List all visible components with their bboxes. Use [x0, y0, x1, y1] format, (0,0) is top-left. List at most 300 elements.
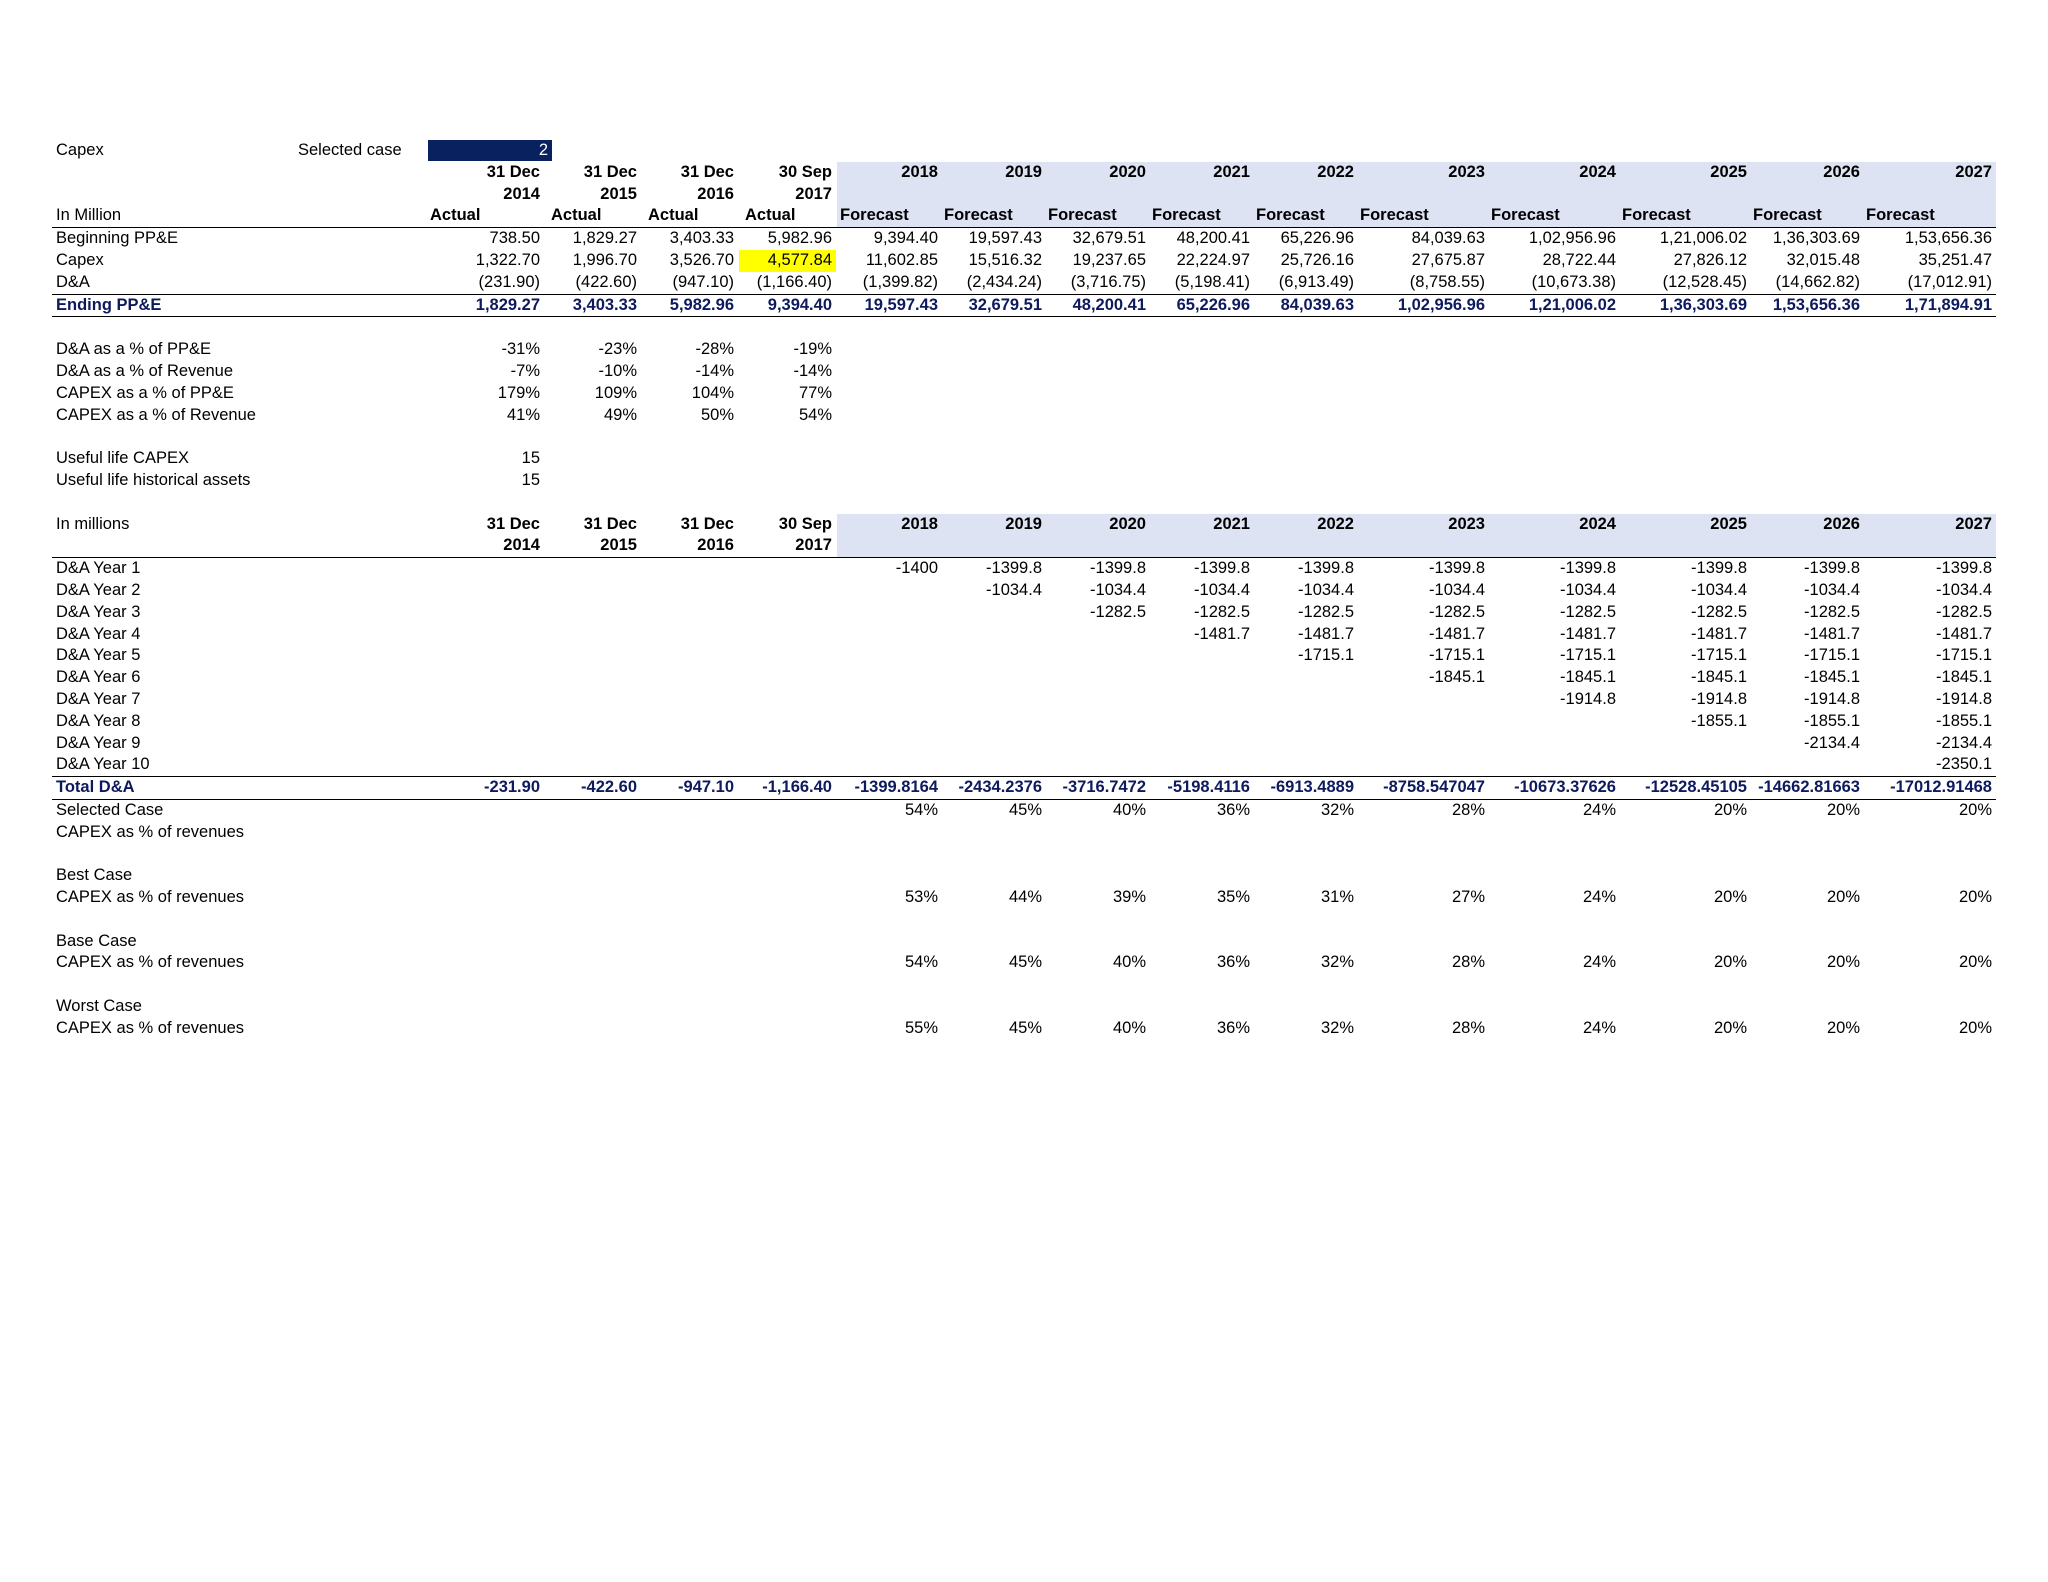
cell-value: -1282.5 — [1560, 602, 1616, 621]
column-header-date: 2025 — [1710, 162, 1747, 181]
cell-value: 1,02,956.96 — [1397, 295, 1485, 314]
row-label: D&A — [56, 272, 90, 291]
cell-value: 1,21,006.02 — [1528, 295, 1616, 314]
column-header-date: 30 Sep — [778, 162, 832, 181]
cell-value: 9,394.40 — [767, 295, 832, 314]
case-name-row — [52, 865, 1996, 887]
case-name-row — [52, 996, 1996, 1018]
cell-value: -14662.81663 — [1758, 778, 1860, 797]
column-type-label: Forecast — [1048, 206, 1117, 225]
case-name: Worst Case — [56, 997, 142, 1016]
cell-value: -17012.91468 — [1890, 778, 1992, 797]
cell-value: -1034.4 — [1936, 580, 1992, 599]
case-value: 53% — [904, 888, 938, 907]
cell-value: 11,602.85 — [865, 250, 938, 269]
cell-value: 1,322.70 — [475, 250, 540, 269]
column-type-label: Forecast — [1866, 206, 1935, 225]
useful-life-row — [52, 448, 1996, 470]
cell-value: 19,237.65 — [1072, 250, 1146, 269]
cell-value: -1282.5 — [1194, 602, 1250, 621]
cell-value: 84,039.63 — [1411, 229, 1485, 248]
cell-value: -1855.1 — [1936, 711, 1992, 730]
column-header-date: 31 Dec — [583, 162, 637, 181]
cell-value: 65,226.96 — [1176, 295, 1250, 314]
case-value: 40% — [1112, 953, 1146, 972]
cell-value: -947.10 — [678, 778, 734, 797]
cell-value: -14% — [793, 361, 832, 380]
column-type-row — [52, 205, 1996, 228]
cell-value: 48,200.41 — [1176, 229, 1250, 248]
cell-value: 3,526.70 — [669, 250, 734, 269]
cell-value: -1282.5 — [1936, 602, 1992, 621]
cell-value: 3,403.33 — [572, 295, 637, 314]
cell-value: -1034.4 — [1429, 580, 1485, 599]
cell-value: -3716.7472 — [1062, 778, 1146, 797]
cell-value: 22,224.97 — [1176, 250, 1250, 269]
cell-value: -1034.4 — [1194, 580, 1250, 599]
spacer-row — [52, 909, 1996, 931]
cell-value: 28,722.44 — [1542, 250, 1616, 269]
cell-value: -1845.1 — [1936, 668, 1992, 687]
cell-value: 32,679.51 — [968, 295, 1042, 314]
row-label: CAPEX as a % of PP&E — [56, 383, 234, 402]
column-type-label: Actual — [648, 206, 699, 225]
cell-value: -1715.1 — [1936, 646, 1992, 665]
case-value: 20% — [1958, 888, 1992, 907]
column-header-date: 31 Dec — [486, 162, 540, 181]
da-year-row — [52, 689, 1996, 711]
cell-value: 41% — [506, 405, 540, 424]
case-value: 24% — [1582, 1018, 1616, 1037]
row-label: D&A Year 7 — [56, 689, 141, 708]
da-year-row — [52, 711, 1996, 733]
column-type-label: Actual — [551, 206, 602, 225]
da-year-row — [52, 602, 1996, 624]
case-value: 31% — [1320, 888, 1354, 907]
row-label: CAPEX as a % of Revenue — [56, 405, 256, 424]
case-value: 24% — [1582, 953, 1616, 972]
row-label: D&A Year 2 — [56, 580, 141, 599]
column-type-label: Forecast — [1622, 206, 1691, 225]
column-type-label: Actual — [745, 206, 796, 225]
cell-value: 32,679.51 — [1072, 229, 1146, 248]
column-header-date: 30 Sep — [778, 514, 832, 533]
column-header-year: 2017 — [795, 536, 832, 555]
row-label: D&A Year 3 — [56, 602, 141, 621]
case-value: 40% — [1112, 800, 1146, 819]
column-header-date: 2021 — [1213, 162, 1250, 181]
column-header-date: 2022 — [1317, 162, 1354, 181]
case-value: 32% — [1320, 953, 1354, 972]
cell-value: -1845.1 — [1804, 668, 1860, 687]
cell-value: 77% — [798, 383, 832, 402]
cell-value: 25,726.16 — [1280, 250, 1354, 269]
cell-value: (8,758.55) — [1409, 272, 1485, 291]
column-type-label: Forecast — [1256, 206, 1325, 225]
cell-value: -1034.4 — [1804, 580, 1860, 599]
cell-value: 15,516.32 — [968, 250, 1042, 269]
cell-value: 1,53,656.36 — [1904, 229, 1992, 248]
column-header-date: 2027 — [1955, 514, 1992, 533]
case-value: 36% — [1216, 953, 1250, 972]
cell-value: -23% — [598, 340, 637, 359]
cell-value: -1282.5 — [1090, 602, 1146, 621]
column-type-label: Forecast — [1360, 206, 1429, 225]
spacer-row — [52, 974, 1996, 996]
cell-value: -1399.8 — [1298, 559, 1354, 578]
cell-value: -1399.8 — [1804, 559, 1860, 578]
column-header-date: 31 Dec — [583, 514, 637, 533]
cell-value: 1,36,303.69 — [1659, 295, 1747, 314]
da-year-row — [52, 754, 1996, 776]
cell-value: (2,434.24) — [966, 272, 1042, 291]
column-header-year: 2014 — [503, 536, 540, 555]
column-type-label: Actual — [430, 206, 481, 225]
case-value: 20% — [1713, 888, 1747, 907]
row-label: Total D&A — [56, 778, 135, 797]
spacer-row — [52, 317, 1996, 339]
case-name-row — [52, 800, 1996, 822]
case-name: Selected Case — [56, 800, 164, 819]
column-header-date: 2020 — [1109, 514, 1146, 533]
cell-value: -1914.8 — [1691, 689, 1747, 708]
row-label: Ending PP&E — [56, 295, 162, 314]
cell-value: -1399.8 — [1560, 559, 1616, 578]
cell-value: -1399.8 — [986, 559, 1042, 578]
case-subtitle: CAPEX as % of revenues — [56, 822, 245, 841]
cell-value: -19% — [793, 340, 832, 359]
column-header-row-2 — [52, 535, 1996, 558]
cell-value: -1914.8 — [1936, 689, 1992, 708]
cell-value: -1481.7 — [1560, 624, 1616, 643]
column-header-date: 31 Dec — [680, 162, 734, 181]
cell-value: -14% — [695, 361, 734, 380]
cell-value: 104% — [691, 383, 734, 402]
cell-value: 1,996.70 — [572, 250, 637, 269]
case-value: 20% — [1826, 888, 1860, 907]
row-label: D&A as a % of Revenue — [56, 361, 234, 380]
cell-value: -10% — [598, 361, 637, 380]
cell-value: 9,394.40 — [873, 229, 938, 248]
forecast-header-fill — [837, 184, 1996, 206]
column-type-label: Forecast — [840, 206, 909, 225]
cell-value: -31% — [501, 340, 540, 359]
case-value: 24% — [1582, 888, 1616, 907]
cell-value: -1034.4 — [1298, 580, 1354, 599]
column-header-date: 2019 — [1005, 514, 1042, 533]
column-header-date: 2024 — [1579, 514, 1616, 533]
cell-value: -2434.2376 — [958, 778, 1042, 797]
case-value: 35% — [1216, 888, 1250, 907]
selected-case-label: Selected case — [298, 141, 402, 159]
cell-value: -1282.5 — [1298, 602, 1354, 621]
cell-value: -1715.1 — [1560, 646, 1616, 665]
column-header-year: 2015 — [600, 536, 637, 555]
cell-value: -1715.1 — [1804, 646, 1860, 665]
cell-value: 50% — [700, 405, 734, 424]
cell-value: -1481.7 — [1691, 624, 1747, 643]
unit-label: In Million — [56, 206, 122, 225]
cell-value: 5,982.96 — [767, 229, 832, 248]
cell-value: 1,829.27 — [475, 295, 540, 314]
cell-value: 32,015.48 — [1786, 250, 1860, 269]
da-year-row — [52, 580, 1996, 602]
case-value: 28% — [1451, 953, 1485, 972]
cell-value: (947.10) — [672, 272, 734, 291]
da-year-row — [52, 645, 1996, 667]
cell-value: -1855.1 — [1804, 711, 1860, 730]
cell-value: -1914.8 — [1804, 689, 1860, 708]
cell-value: -1481.7 — [1429, 624, 1485, 643]
case-name-row — [52, 931, 1996, 953]
cell-value: 15 — [521, 449, 540, 468]
cell-value: -1845.1 — [1560, 668, 1616, 687]
cell-value: -1715.1 — [1691, 646, 1747, 665]
cell-value: -1914.8 — [1560, 689, 1616, 708]
cell-value: -1399.8 — [1090, 559, 1146, 578]
spreadsheet — [52, 140, 1996, 1040]
row-label: D&A Year 10 — [56, 755, 150, 774]
case-value: 54% — [904, 800, 938, 819]
cell-value: 1,36,303.69 — [1772, 229, 1860, 248]
case-subtitle: CAPEX as % of revenues — [56, 953, 245, 972]
column-type-label: Forecast — [1753, 206, 1822, 225]
column-header-row-1 — [52, 514, 1996, 536]
case-value: 20% — [1958, 953, 1992, 972]
cell-value: -1034.4 — [986, 580, 1042, 599]
cell-value: 109% — [594, 383, 637, 402]
cell-value: -28% — [695, 340, 734, 359]
case-sub-row — [52, 952, 1996, 974]
case-value: 20% — [1713, 800, 1747, 819]
case-value: 24% — [1582, 800, 1616, 819]
column-header-date: 31 Dec — [486, 514, 540, 533]
column-header-date: 2025 — [1710, 514, 1747, 533]
cell-value: 15 — [521, 470, 540, 489]
row-label: D&A Year 8 — [56, 711, 141, 730]
cell-value: (231.90) — [478, 272, 540, 291]
column-type-label: Forecast — [944, 206, 1013, 225]
cell-value: -422.60 — [581, 778, 637, 797]
da-year-row — [52, 624, 1996, 646]
cell-value: -1034.4 — [1560, 580, 1616, 599]
row-label: Capex — [56, 250, 104, 269]
row-label: Useful life historical assets — [56, 470, 251, 489]
ratio-row — [52, 383, 1996, 405]
cell-value: -2350.1 — [1936, 755, 1992, 774]
unit-label: In millions — [56, 514, 130, 533]
case-value: 45% — [1008, 953, 1042, 972]
da-year-row — [52, 558, 1996, 580]
column-header-date: 2020 — [1109, 162, 1146, 181]
cell-value: -2134.4 — [1804, 733, 1860, 752]
cell-value: (12,528.45) — [1662, 272, 1747, 291]
ppe-row — [52, 250, 1996, 272]
case-value: 20% — [1826, 1018, 1860, 1037]
case-value: 44% — [1008, 888, 1042, 907]
cell-value: 35,251.47 — [1918, 250, 1992, 269]
cell-value: 49% — [603, 405, 637, 424]
case-value: 36% — [1216, 800, 1250, 819]
cell-value: (422.60) — [575, 272, 637, 291]
highlighted-capex-cell: 4,577.84 — [739, 250, 836, 272]
cell-value: 3,403.33 — [669, 229, 734, 248]
column-type-label: Forecast — [1491, 206, 1560, 225]
case-value: 27% — [1451, 888, 1485, 907]
cell-value: (1,399.82) — [862, 272, 938, 291]
case-value: 20% — [1713, 1018, 1747, 1037]
cell-value: -1399.8 — [1194, 559, 1250, 578]
cell-value: 48,200.41 — [1072, 295, 1146, 314]
cell-value: -1399.8 — [1691, 559, 1747, 578]
case-name: Best Case — [56, 866, 133, 885]
cell-value: -7% — [510, 361, 540, 380]
useful-life-row — [52, 470, 1996, 492]
case-sub-row — [52, 1018, 1996, 1040]
ppe-row — [52, 228, 1996, 250]
cell-value: (3,716.75) — [1070, 272, 1146, 291]
case-value: 20% — [1958, 1018, 1992, 1037]
cell-value: -1282.5 — [1429, 602, 1485, 621]
cell-value: -1399.8164 — [854, 778, 938, 797]
cell-value: 1,71,894.91 — [1904, 295, 1992, 314]
cell-value: 54% — [798, 405, 832, 424]
case-value: 20% — [1713, 953, 1747, 972]
column-header-date: 2019 — [1005, 162, 1042, 181]
cell-value: -1,166.40 — [762, 778, 832, 797]
case-sub-row — [52, 887, 1996, 909]
cell-value: -8758.547047 — [1383, 778, 1485, 797]
case-value: 20% — [1958, 800, 1992, 819]
cell-value: 1,21,006.02 — [1659, 229, 1747, 248]
spacer-row — [52, 426, 1996, 448]
total-da-row — [52, 776, 1996, 800]
spacer-row — [52, 844, 1996, 866]
ending-ppe-row — [52, 295, 1996, 318]
cell-value: 65,226.96 — [1280, 229, 1354, 248]
cell-value: (6,913.49) — [1278, 272, 1354, 291]
ratio-row — [52, 405, 1996, 427]
cell-value: (17,012.91) — [1907, 272, 1992, 291]
case-value: 32% — [1320, 1018, 1354, 1037]
case-value: 28% — [1451, 800, 1485, 819]
cell-value: -1481.7 — [1936, 624, 1992, 643]
cell-value: -1481.7 — [1194, 624, 1250, 643]
column-header-date: 2021 — [1213, 514, 1250, 533]
column-header-date: 2022 — [1317, 514, 1354, 533]
column-header-date: 2018 — [901, 514, 938, 533]
cell-value: 738.50 — [489, 229, 540, 248]
cell-value: 84,039.63 — [1280, 295, 1354, 314]
forecast-header-fill — [837, 535, 1996, 557]
cell-value: -1399.8 — [1936, 559, 1992, 578]
row-label: D&A Year 4 — [56, 624, 141, 643]
spacer-row — [52, 492, 1996, 514]
cell-value: -1715.1 — [1298, 646, 1354, 665]
cell-value: -1400 — [895, 559, 938, 578]
case-subtitle: CAPEX as % of revenues — [56, 888, 245, 907]
sheet-title: Capex — [56, 141, 104, 159]
cell-value: -1282.5 — [1804, 602, 1860, 621]
cell-value: 179% — [497, 383, 540, 402]
column-header-date: 2023 — [1448, 514, 1485, 533]
row-label: D&A Year 6 — [56, 668, 141, 687]
ratio-row — [52, 361, 1996, 383]
column-header-row-1 — [52, 162, 1996, 184]
row-label: Useful life CAPEX — [56, 449, 189, 468]
case-value: 45% — [1008, 1018, 1042, 1037]
case-value: 36% — [1216, 1018, 1250, 1037]
cell-value: -1034.4 — [1691, 580, 1747, 599]
cell-value: (14,662.82) — [1775, 272, 1860, 291]
cell-value: 27,826.12 — [1673, 250, 1747, 269]
cell-value: (1,166.40) — [756, 272, 832, 291]
column-header-year: 2016 — [697, 184, 734, 203]
cell-value: -1715.1 — [1429, 646, 1485, 665]
cell-value: 1,02,956.96 — [1528, 229, 1616, 248]
case-value: 40% — [1112, 1018, 1146, 1037]
column-header-year: 2015 — [600, 184, 637, 203]
selected-case-input[interactable]: 2 — [428, 140, 552, 161]
cell-value: 19,597.43 — [968, 229, 1042, 248]
column-header-year: 2016 — [697, 536, 734, 555]
cell-value: -231.90 — [484, 778, 540, 797]
cell-value: -1845.1 — [1429, 668, 1485, 687]
cell-value: 19,597.43 — [864, 295, 938, 314]
case-value: 45% — [1008, 800, 1042, 819]
case-sub-row — [52, 822, 1996, 844]
ratio-row — [52, 339, 1996, 361]
cell-value: -1034.4 — [1090, 580, 1146, 599]
case-subtitle: CAPEX as % of revenues — [56, 1018, 245, 1037]
ppe-row — [52, 272, 1996, 295]
cell-value: -12528.45105 — [1645, 778, 1747, 797]
column-header-date: 2024 — [1579, 162, 1616, 181]
cell-value: 1,829.27 — [572, 229, 637, 248]
cell-value: -5198.4116 — [1167, 778, 1250, 797]
row-label: D&A as a % of PP&E — [56, 340, 211, 359]
cell-value: -1399.8 — [1429, 559, 1485, 578]
row-label: D&A Year 1 — [56, 559, 141, 578]
cell-value: -1855.1 — [1691, 711, 1747, 730]
cell-value: 5,982.96 — [669, 295, 734, 314]
column-header-year: 2014 — [503, 184, 540, 203]
column-header-year: 2017 — [795, 184, 832, 203]
row-label: D&A Year 9 — [56, 733, 141, 752]
case-value: 20% — [1826, 953, 1860, 972]
row-label: D&A Year 5 — [56, 646, 141, 665]
cell-value: -1282.5 — [1691, 602, 1747, 621]
column-header-date: 2027 — [1955, 162, 1992, 181]
cell-value: -6913.4889 — [1270, 778, 1354, 797]
column-header-row-2 — [52, 184, 1996, 206]
cell-value: -2134.4 — [1936, 733, 1992, 752]
column-header-date: 2026 — [1823, 514, 1860, 533]
cell-value: -1481.7 — [1804, 624, 1860, 643]
column-header-date: 2026 — [1823, 162, 1860, 181]
case-value: 39% — [1112, 888, 1146, 907]
title-row — [52, 140, 1996, 162]
case-value: 28% — [1451, 1018, 1485, 1037]
cell-value: -1845.1 — [1691, 668, 1747, 687]
cell-value: 1,53,656.36 — [1772, 295, 1860, 314]
column-type-label: Forecast — [1152, 206, 1221, 225]
cell-value: -10673.37626 — [1514, 778, 1616, 797]
cell-value: -1481.7 — [1298, 624, 1354, 643]
row-label: Beginning PP&E — [56, 229, 179, 248]
case-value: 54% — [904, 953, 938, 972]
cell-value: (5,198.41) — [1174, 272, 1250, 291]
